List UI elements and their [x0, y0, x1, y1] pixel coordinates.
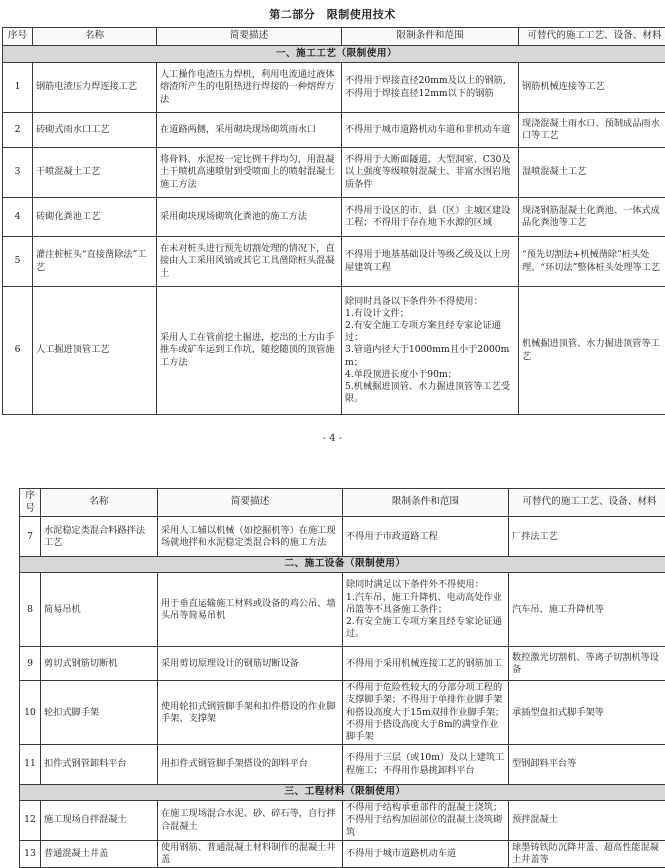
row-no: 9 — [20, 647, 41, 681]
header-desc: 简要描述 — [158, 489, 343, 517]
row-desc: 人工操作电渣压力焊机，利用电流通过液体熔渣所产生的电阻热进行焊接的一种熔焊方法 — [157, 63, 342, 113]
table-row — [3, 237, 665, 287]
section-heading: 二、施工设备（限制使用） — [20, 557, 665, 573]
row-no: 3 — [3, 148, 33, 198]
row-no: 11 — [20, 745, 41, 785]
page-number: - 4 - — [0, 432, 665, 445]
row-name: 普通混凝土井盖 — [41, 841, 158, 868]
row-limit: 不得用于采用机械连接工艺的钢筋加工 — [343, 647, 509, 681]
table-row — [20, 801, 665, 841]
row-desc: 在道路两侧，采用砌块现场砌筑雨水口 — [157, 113, 342, 148]
table-row — [20, 841, 665, 868]
row-limit: 不得用于地基基础设计等级乙级及以上房屋建筑工程 — [342, 237, 519, 287]
row-name: 剪切式钢筋切断机 — [41, 647, 158, 681]
row-alt: 钢筋机械连接等工艺 — [519, 63, 665, 113]
page-title: 第二部分 限制使用技术 — [0, 8, 665, 23]
row-limit: 除同时具备以下条件外不得使用： 1.有设计文件； 2.有安全施工专项方案且经专家论证通过； 3.管道内径大于1000mm且小于2000mm； 4.单段顶进长度小于90m； 5.机械掘进顶管、水力掘进顶管等工艺受限。 — [342, 287, 519, 415]
table-row — [20, 745, 665, 785]
table-row — [3, 287, 665, 415]
row-alt: 球墨铸铁防沉降井盖、超高性能混凝土井盖等 — [509, 841, 665, 868]
row-name: 扣件式钢管卸料平台 — [41, 745, 158, 785]
row-no: 1 — [3, 63, 33, 113]
header-no: 序号 — [3, 28, 33, 46]
header-no: 序号 — [20, 489, 41, 517]
row-no: 2 — [3, 113, 33, 148]
header-limit: 限制条件和范围 — [342, 28, 519, 46]
row-name: 简易吊机 — [41, 573, 158, 647]
row-name: 砖砌式雨水口工艺 — [33, 113, 157, 148]
row-limit: 不得用于焊接直径20mm及以上的钢筋，不得用于焊接直径12mm以下的钢筋 — [342, 63, 519, 113]
table-row — [3, 113, 665, 148]
row-desc: 将骨料、水泥按一定比例干拌均匀，用混凝土干喷机高速喷射到受喷面上的喷射混凝土施工方法 — [157, 148, 342, 198]
row-desc: 采用砌块现场砌筑化粪池的施工方法 — [157, 198, 342, 237]
row-limit: 不得用于结构承重部件的混凝土浇筑；不得用于结构加固部位的混凝土浇筑砌筑 — [343, 801, 509, 841]
row-no: 5 — [3, 237, 33, 287]
table-header-row — [3, 28, 665, 46]
row-alt: “预先切割法+机械凿除”桩头处理、“环切法”整体桩头处理等工艺 — [519, 237, 665, 287]
row-desc: 使用钢筋、普通混凝土材料制作的混凝土井盖 — [158, 841, 343, 868]
row-desc: 在施工现场混合水泥、砂、碎石等，自行拌合混凝土 — [158, 801, 343, 841]
row-alt: 汽车吊、施工升降机等 — [509, 573, 665, 647]
table-row — [3, 198, 665, 237]
row-limit: 不得用于市政道路工程 — [343, 517, 509, 557]
section-heading: 三、工程材料（限制使用） — [20, 785, 665, 801]
row-name: 施工现场自拌混凝土 — [41, 801, 158, 841]
row-alt: 湿喷混凝土工艺 — [519, 148, 665, 198]
row-limit: 不得用于三层（或10m）及以上建筑工程施工；不得用作悬挑卸料平台 — [343, 745, 509, 785]
row-name: 人工掘进顶管工艺 — [33, 287, 157, 415]
row-alt: 型钢卸料平台等 — [509, 745, 665, 785]
section-heading-row — [20, 557, 665, 573]
row-name: 砖砌化粪池工艺 — [33, 198, 157, 237]
row-no: 7 — [20, 517, 41, 557]
table-row — [20, 647, 665, 681]
table-row — [3, 63, 665, 113]
row-alt: 厂拌法工艺 — [509, 517, 665, 557]
row-alt: 现浇混凝土雨水口、预制成品雨水口等工艺 — [519, 113, 665, 148]
section-heading-row — [3, 46, 665, 63]
row-desc: 采用剪切原理设计的钢筋切断设备 — [158, 647, 343, 681]
row-desc: 在未对桩头进行预先切割处理的情况下，直接由人工采用风镐或其它工具凿除桩头混凝土 — [157, 237, 342, 287]
row-no: 13 — [20, 841, 41, 868]
row-alt: 机械掘进顶管、水力掘进顶管等工艺 — [519, 287, 665, 415]
row-name: 水泥稳定类混合料路拌法工艺 — [41, 517, 158, 557]
table-row — [3, 148, 665, 198]
row-alt: 承插型盘扣式脚手架等 — [509, 681, 665, 745]
row-desc: 用于垂直运输施工材料或设备的鸡公吊、墙头吊等简易吊机 — [158, 573, 343, 647]
row-desc: 采用人工辅以机械（如挖掘机等）在施工现场就地拌和水泥稳定类混合料的施工方法 — [158, 517, 343, 557]
header-alt: 可替代的施工工艺、设备、材料 — [519, 28, 665, 46]
table-header-row — [20, 489, 665, 517]
row-name: 干喷混凝土工艺 — [33, 148, 157, 198]
header-name: 名称 — [41, 489, 158, 517]
header-alt: 可替代的施工工艺、设备、材料 — [509, 489, 665, 517]
row-no: 12 — [20, 801, 41, 841]
row-limit: 除同时满足以下条件外不得使用： 1.汽车吊、施工升降机、电动高处作业吊篮等不具备施工条件； 2.有安全施工专项方案且经专家论证通过。 — [343, 573, 509, 647]
row-no: 10 — [20, 681, 41, 745]
row-limit: 不得用于城市道路机动车道 — [343, 841, 509, 868]
section-heading-row — [20, 785, 665, 801]
row-no: 6 — [3, 287, 33, 415]
row-alt: 现浇钢筋混凝土化粪池、一体式成品化粪池等工艺 — [519, 198, 665, 237]
row-limit: 不得用于设区的市、县（区）主城区建设工程；不得用于存在地下水源的区域 — [342, 198, 519, 237]
row-limit: 不得用于大断面隧道、大型洞室、C30及以上强度等级喷射混凝土、非富水围岩地质条件 — [342, 148, 519, 198]
header-limit: 限制条件和范围 — [343, 489, 509, 517]
header-name: 名称 — [33, 28, 157, 46]
row-limit: 不得用于危险性较大的分部分项工程的支撑脚手架；不得用于单排作业脚手架和搭设高度大于15m双排作业脚手架；不得用于搭设高度大于8m的满堂作业脚手架 — [343, 681, 509, 745]
row-no: 8 — [20, 573, 41, 647]
row-no: 4 — [3, 198, 33, 237]
table-row — [20, 681, 665, 745]
table-row — [20, 573, 665, 647]
section-heading: 一、施工工艺（限制使用） — [3, 46, 665, 63]
row-desc: 用扣件式钢管脚手架搭设的卸料平台 — [158, 745, 343, 785]
row-desc: 使用轮扣式钢管脚手架和扣件搭设的作业脚手架、支撑架 — [158, 681, 343, 745]
table-row — [20, 517, 665, 557]
row-name: 灌注桩桩头“直接凿除法”工艺 — [33, 237, 157, 287]
row-name: 钢筋电渣压力焊连接工艺 — [33, 63, 157, 113]
restricted-tech-table-page1 — [2, 27, 665, 415]
restricted-tech-table-page2 — [19, 488, 665, 868]
header-desc: 简要描述 — [157, 28, 342, 46]
row-limit: 不得用于城市道路机动车道和非机动车道 — [342, 113, 519, 148]
row-name: 轮扣式脚手架 — [41, 681, 158, 745]
row-alt: 预拌混凝土 — [509, 801, 665, 841]
row-desc: 采用人工在管前挖土掘进，挖出的土方由手推车或矿车运到工作坑，随挖随顶的顶管施工方法 — [157, 287, 342, 415]
row-alt: 数控激光切割机、等离子切割机等设备 — [509, 647, 665, 681]
